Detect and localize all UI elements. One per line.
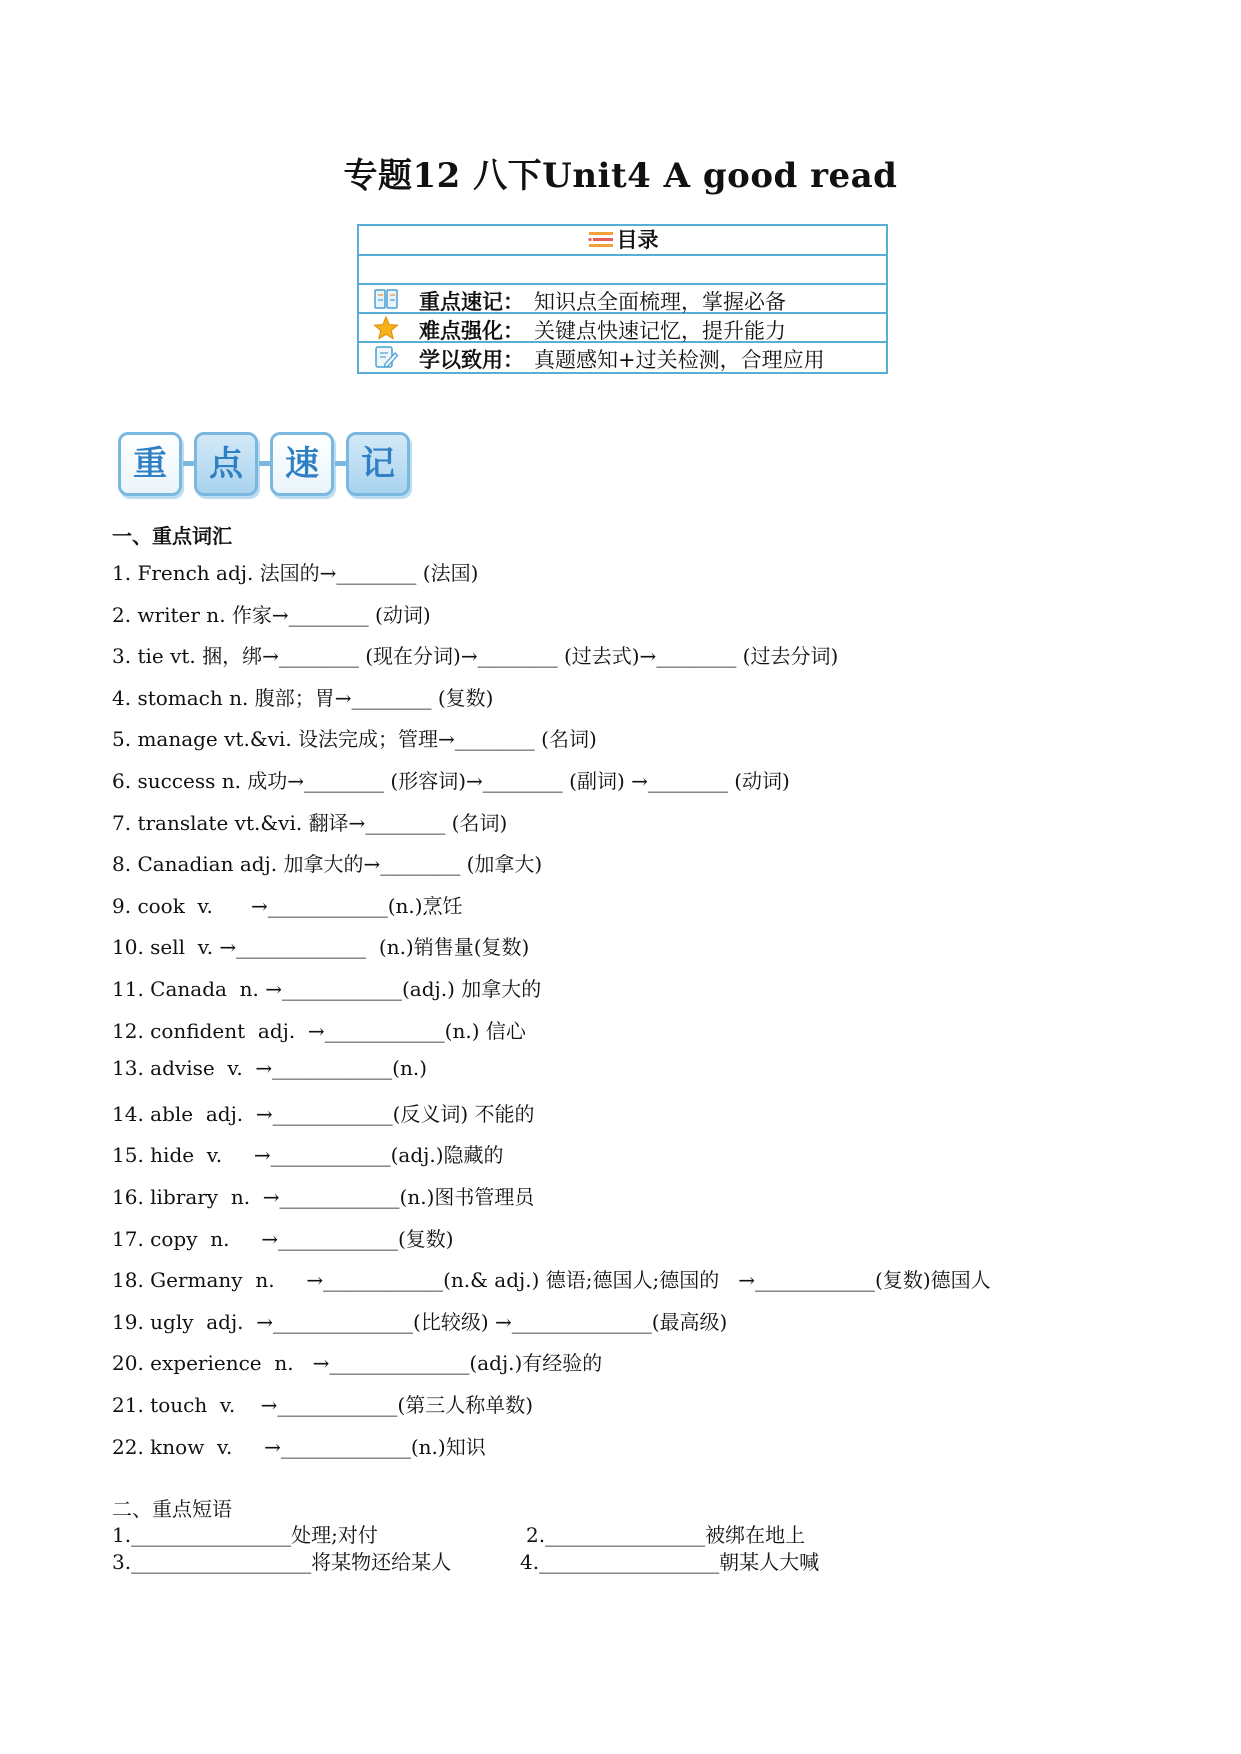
table-of-contents (357, 224, 888, 374)
vocabulary-item: 22. know v. →_____________(n.)知识 (112, 1434, 486, 1459)
toc-item-key-points[interactable] (359, 285, 886, 314)
badge-char: 重 (133, 444, 167, 484)
vocabulary-item: 21. touch v. →____________(第三人称单数) (112, 1393, 533, 1417)
vocabulary-item: 14. able adj. →____________(反义词) 不能的 (112, 1101, 535, 1126)
vocabulary-item: 4. stomach n. 腹部；胃→________ (复数) (112, 685, 494, 710)
section-heading-phrases: 二、重点短语 (112, 1497, 232, 1521)
toc-item-desc: 真题感知+过关检测，合理应用 (534, 348, 825, 372)
badge-char: 记 (361, 444, 395, 484)
edit-icon (373, 345, 399, 369)
vocabulary-item: 1. French adj. 法国的→________ (法国) (112, 561, 479, 585)
vocabulary-item: 10. sell v. →_____________ (n.)销售量(复数) (112, 935, 530, 960)
star-icon (373, 316, 399, 340)
toc-item-practice[interactable] (359, 343, 886, 372)
vocabulary-item: 8. Canadian adj. 加拿大的→________ (加拿大) (112, 852, 543, 877)
vocabulary-item: 13. advise v. →____________(n.) (112, 1056, 427, 1081)
badge-char-box (270, 432, 334, 496)
toc-item-label: 难点强化： (419, 318, 524, 343)
vocabulary-item: 11. Canada n. →____________(adj.) 加拿大的 (112, 977, 542, 1001)
vocabulary-item: 9. cook v. →____________(n.)烹饪 (112, 893, 463, 918)
toc-item-difficult-points[interactable] (359, 314, 886, 343)
vocabulary-item: 2. writer n. 作家→________ (动词) (112, 602, 431, 627)
vocabulary-item: 16. library n. →____________(n.)图书管理员 (112, 1185, 535, 1209)
phrase-item: 3.__________________将某物还给某人 (112, 1550, 452, 1574)
phrase-item: 2.________________被绑在地上 (526, 1523, 806, 1547)
page-title: 专题12 八下Unit4 A good read (343, 156, 898, 196)
book-icon (373, 287, 399, 311)
vocabulary-item: 6. success n. 成功→________ (形容词)→________ (副词) →________ (动词) (112, 769, 790, 793)
list-icon (587, 230, 615, 250)
badge-char: 点 (209, 444, 243, 484)
vocabulary-item: 17. copy n. →____________(复数) (112, 1226, 454, 1251)
vocabulary-item: 12. confident adj. →____________(n.) 信心 (112, 1018, 526, 1043)
vocabulary-item: 5. manage vt.&vi. 设法完成；管理→________ (名词) (112, 727, 597, 752)
vocabulary-item: 3. tie vt. 捆，绑→________ (现在分词)→________ (过去式)→________ (过去分词) (112, 644, 839, 669)
toc-header-label: 目录 (616, 227, 659, 252)
badge-char-box (194, 432, 258, 496)
toc-item-label: 重点速记： (419, 289, 524, 314)
vocabulary-item: 19. ugly adj. →______________(比较级) →______________(最高级) (112, 1309, 728, 1334)
phrase-item: 4.__________________朝某人大喊 (520, 1550, 820, 1574)
vocabulary-item: 20. experience n. →______________(adj.)有经验的 (112, 1351, 603, 1376)
phrase-item: 1.________________处理;对付 (112, 1523, 378, 1547)
vocabulary-item: 15. hide v. →____________(adj.)隐藏的 (112, 1143, 504, 1168)
badge-char: 速 (285, 444, 319, 484)
toc-header (359, 226, 886, 256)
badge-char-box (118, 432, 182, 496)
section-heading-vocabulary: 一、重点词汇 (112, 524, 232, 548)
badge-char-box (346, 432, 410, 496)
vocabulary-item: 7. translate vt.&vi. 翻译→________ (名词) (112, 810, 508, 835)
vocabulary-item: 18. Germany n. →____________(n.& adj.) 德语;德国人;德国的 →____________(复数)德国人 (112, 1268, 991, 1293)
toc-item-desc: 关键点快速记忆，提升能力 (534, 319, 786, 343)
toc-spacer-row (359, 256, 886, 285)
toc-item-desc: 知识点全面梳理，掌握必备 (534, 290, 786, 314)
toc-item-label: 学以致用： (419, 347, 524, 372)
